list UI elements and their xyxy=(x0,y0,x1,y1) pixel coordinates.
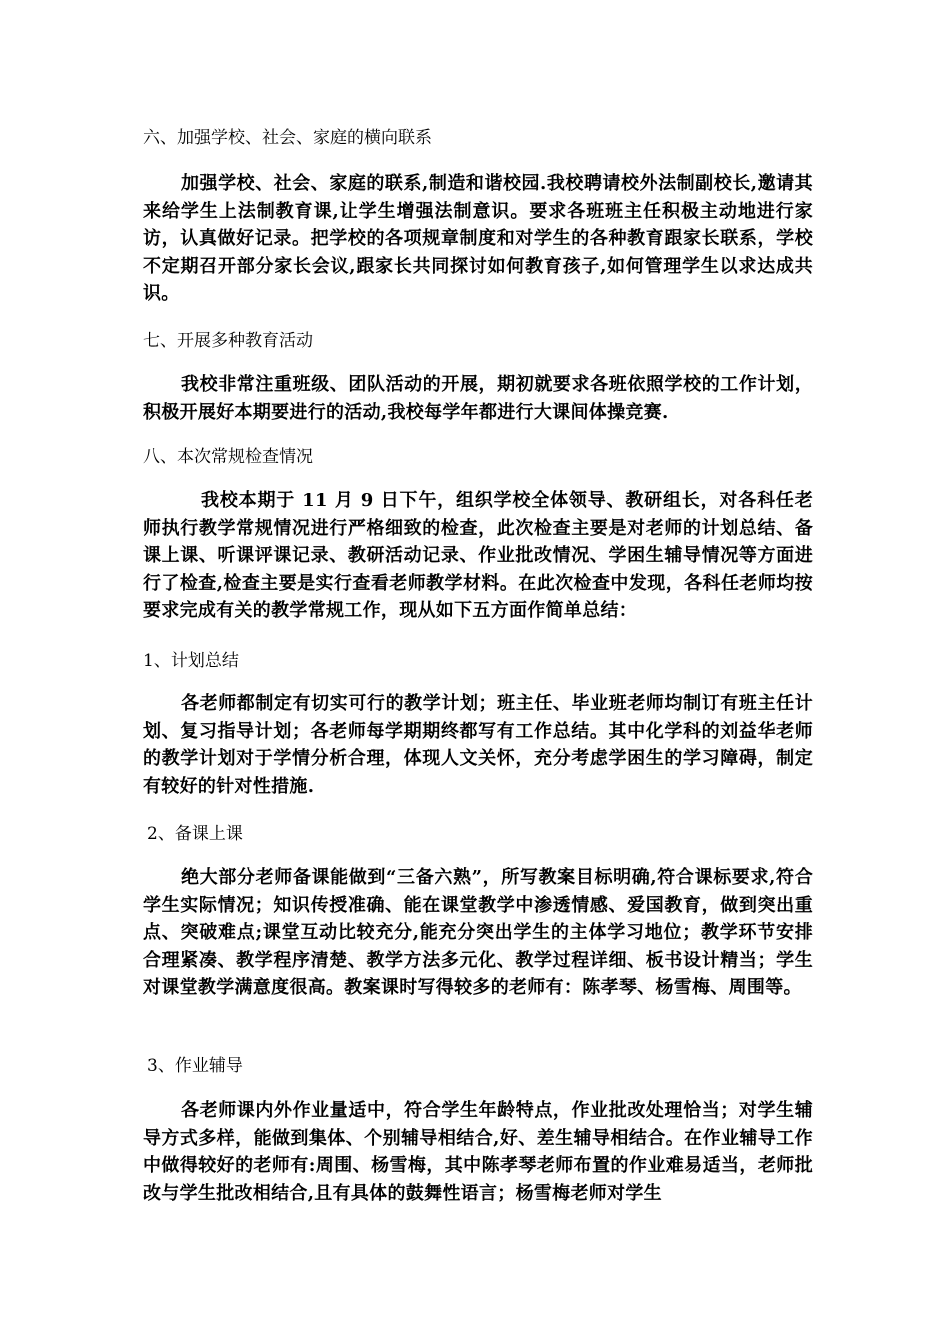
subsection-1-heading: 1、计划总结 xyxy=(143,651,239,671)
section-6-heading: 六、加强学校、社会、家庭的横向联系 xyxy=(143,128,432,148)
subsection-1-paragraph: 各老师都制定有切实可行的教学计划；班主任、毕业班老师均制订有班主任计划、复习指导计划；各老师每学期期终都写有工作总结。其中化学科的刘益华老师的教学计划对于学情分析合理，体现人文关怀，充分考虑学困生的学习障碍，制定有较好的针对性措施. xyxy=(143,693,813,797)
subsection-3-paragraph: 各老师课内外作业量适中，符合学生年龄特点，作业批改处理恰当；对学生辅导方式多样，能做到集体、个别辅导相结合,好、差生辅导相结合。在作业辅导工作中做得较好的老师有:周围、杨雪梅，其中陈孝琴老师布置的作业难易适当，老师批改与学生批改相结合,且有具体的鼓舞性语言；杨雪梅老师对学生 xyxy=(143,1100,813,1204)
section-7-paragraph: 我校非常注重班级、团队活动的开展，期初就要求各班依照学校的工作计划，积极开展好本期要进行的活动,我校每学年都进行大课间体操竞赛. xyxy=(143,374,813,423)
section-6-paragraph: 加强学校、社会、家庭的联系,制造和谐校园.我校聘请校外法制副校长,邀请其来给学生上法制教育课,让学生增强法制意识。要求各班班主任积极主动地进行家访，认真做好记录。把学校的各项规章制度和对学生的各种教育跟家长联系，学校不定期召开部分家长会议,跟家长共同探讨如何教育孩子,如何管理学生以求达成共识。 xyxy=(143,173,813,304)
section-8-heading: 八、本次常规检查情况 xyxy=(143,447,313,467)
subsection-3-heading: 3、作业辅导 xyxy=(147,1056,243,1076)
section-8-paragraph: 我校本期于 11 月 9 日下午，组织学校全体领导、教研组长，对各科任老师执行教学常规情况进行严格细致的检查，此次检查主要是对老师的计划总结、备课上课、听课评课记录、教研活动记录、作业批改情况、学困生辅导情况等方面进行了检查,检查主要是实行查看老师教学材料。在此次检查中发现，各科任老师均按要求完成有关的教学常规工作，现从如下五方面作简单总结： xyxy=(143,490,813,621)
section-7-heading: 七、开展多种教育活动 xyxy=(143,331,313,351)
subsection-2-heading: 2、备课上课 xyxy=(147,824,243,844)
subsection-2-paragraph: 绝大部分老师备课能做到“三备六熟”，所写教案目标明确,符合课标要求,符合学生实际情况；知识传授准确、能在课堂教学中渗透情感、爱国教育，做到突出重点、突破难点;课堂互动比较充分,能充分突出学生的主体学习地位；教学环节安排合理紧凑、教学程序清楚、教学方法多元化、教学过程详细、板书设计精当；学生对课堂教学满意度很高。教案课时写得较多的老师有：陈孝琴、杨雪梅、周围等。 xyxy=(143,867,813,998)
